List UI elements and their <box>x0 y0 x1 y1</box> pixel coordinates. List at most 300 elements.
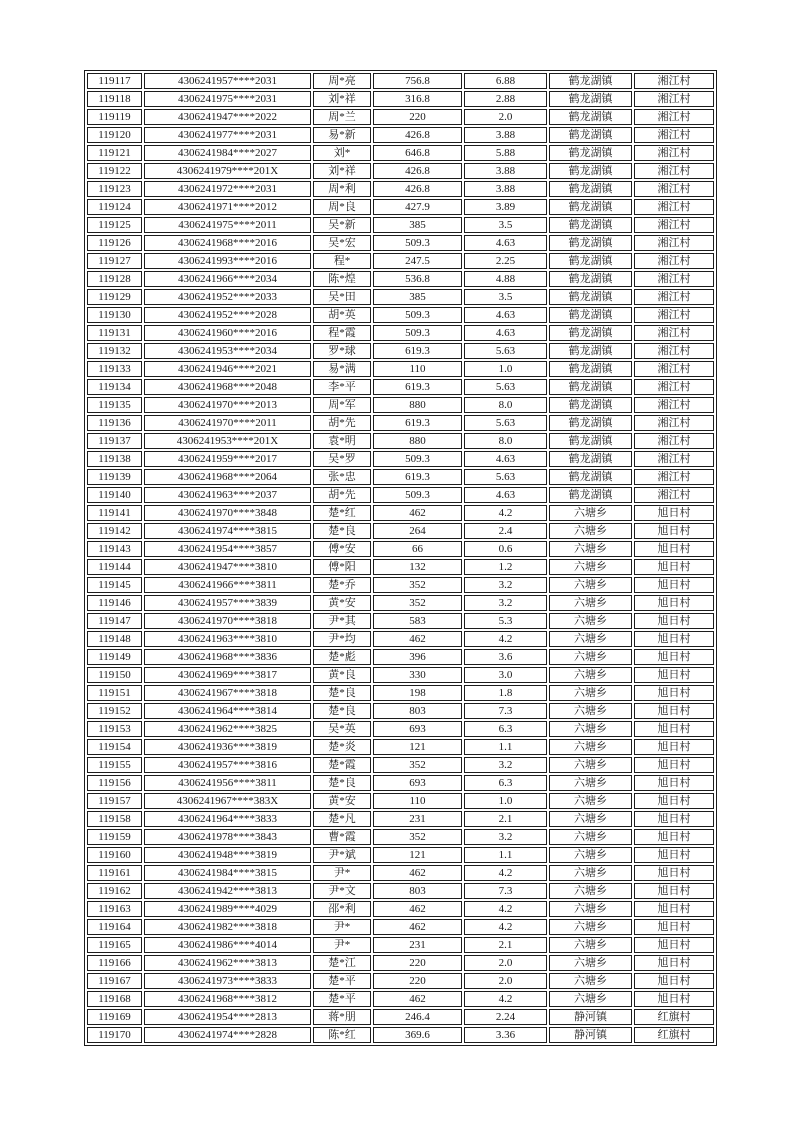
cell-village: 湘江村 <box>634 109 714 125</box>
cell-masked-name: 楚*凡 <box>313 811 371 827</box>
cell-area: 4.2 <box>464 919 547 935</box>
table-row <box>87 523 714 539</box>
cell-masked-name: 尹*斌 <box>313 847 371 863</box>
table-row <box>87 253 714 269</box>
cell-masked-id-number: 4306241963****2037 <box>144 487 311 503</box>
cell-town: 六塘乡 <box>549 703 632 719</box>
cell-masked-id-number: 4306241975****2031 <box>144 91 311 107</box>
cell-area: 3.5 <box>464 217 547 233</box>
cell-village: 湘江村 <box>634 307 714 323</box>
cell-masked-name: 黄*良 <box>313 667 371 683</box>
cell-town: 六塘乡 <box>549 919 632 935</box>
cell-masked-id-number: 4306241954****3857 <box>144 541 311 557</box>
cell-area: 6.3 <box>464 775 547 791</box>
table-row <box>87 325 714 341</box>
table-row <box>87 73 714 89</box>
cell-village: 湘江村 <box>634 217 714 233</box>
cell-sequence-number: 119126 <box>87 235 142 251</box>
cell-subsidy-amount: 803 <box>373 883 462 899</box>
table-row <box>87 721 714 737</box>
cell-masked-id-number: 4306241968****2016 <box>144 235 311 251</box>
cell-sequence-number: 119146 <box>87 595 142 611</box>
cell-town: 六塘乡 <box>549 523 632 539</box>
cell-area: 8.0 <box>464 433 547 449</box>
cell-town: 鹤龙湖镇 <box>549 289 632 305</box>
cell-town: 鹤龙湖镇 <box>549 343 632 359</box>
cell-sequence-number: 119125 <box>87 217 142 233</box>
table-row <box>87 955 714 971</box>
cell-sequence-number: 119127 <box>87 253 142 269</box>
cell-masked-id-number: 4306241964****3814 <box>144 703 311 719</box>
cell-sequence-number: 119135 <box>87 397 142 413</box>
cell-village: 旭日村 <box>634 631 714 647</box>
cell-subsidy-amount: 509.3 <box>373 325 462 341</box>
cell-subsidy-amount: 880 <box>373 397 462 413</box>
cell-sequence-number: 119170 <box>87 1027 142 1043</box>
cell-area: 4.63 <box>464 487 547 503</box>
cell-subsidy-amount: 247.5 <box>373 253 462 269</box>
cell-masked-name: 傅*安 <box>313 541 371 557</box>
cell-masked-id-number: 4306241957****3839 <box>144 595 311 611</box>
cell-masked-id-number: 4306241946****2021 <box>144 361 311 377</box>
cell-subsidy-amount: 121 <box>373 847 462 863</box>
table-row <box>87 541 714 557</box>
cell-area: 1.0 <box>464 361 547 377</box>
cell-masked-name: 胡*先 <box>313 415 371 431</box>
cell-town: 鹤龙湖镇 <box>549 181 632 197</box>
cell-masked-name: 楚*江 <box>313 955 371 971</box>
cell-masked-name: 周*兰 <box>313 109 371 125</box>
cell-town: 六塘乡 <box>549 721 632 737</box>
cell-town: 鹤龙湖镇 <box>549 73 632 89</box>
cell-area: 3.88 <box>464 163 547 179</box>
cell-sequence-number: 119159 <box>87 829 142 845</box>
cell-town: 六塘乡 <box>549 829 632 845</box>
cell-town: 六塘乡 <box>549 991 632 1007</box>
cell-area: 4.2 <box>464 901 547 917</box>
cell-masked-id-number: 4306241966****2034 <box>144 271 311 287</box>
cell-area: 7.3 <box>464 703 547 719</box>
cell-village: 旭日村 <box>634 559 714 575</box>
cell-masked-id-number: 4306241968****3836 <box>144 649 311 665</box>
cell-subsidy-amount: 427.9 <box>373 199 462 215</box>
cell-area: 2.25 <box>464 253 547 269</box>
cell-subsidy-amount: 231 <box>373 937 462 953</box>
cell-masked-id-number: 4306241973****3833 <box>144 973 311 989</box>
cell-subsidy-amount: 369.6 <box>373 1027 462 1043</box>
cell-village: 旭日村 <box>634 541 714 557</box>
cell-subsidy-amount: 220 <box>373 109 462 125</box>
cell-area: 7.3 <box>464 883 547 899</box>
cell-subsidy-amount: 121 <box>373 739 462 755</box>
cell-village: 湘江村 <box>634 451 714 467</box>
cell-town: 六塘乡 <box>549 595 632 611</box>
cell-area: 3.2 <box>464 757 547 773</box>
cell-sequence-number: 119148 <box>87 631 142 647</box>
cell-sequence-number: 119169 <box>87 1009 142 1025</box>
table-row <box>87 361 714 377</box>
table-row <box>87 793 714 809</box>
cell-masked-id-number: 4306241957****3816 <box>144 757 311 773</box>
cell-area: 4.63 <box>464 451 547 467</box>
cell-village: 湘江村 <box>634 469 714 485</box>
cell-town: 六塘乡 <box>549 739 632 755</box>
cell-town: 六塘乡 <box>549 685 632 701</box>
cell-village: 湘江村 <box>634 289 714 305</box>
cell-sequence-number: 119128 <box>87 271 142 287</box>
cell-village: 旭日村 <box>634 613 714 629</box>
cell-masked-id-number: 4306241968****2048 <box>144 379 311 395</box>
cell-sequence-number: 119121 <box>87 145 142 161</box>
cell-village: 旭日村 <box>634 703 714 719</box>
cell-subsidy-amount: 231 <box>373 811 462 827</box>
cell-village: 旭日村 <box>634 667 714 683</box>
cell-town: 六塘乡 <box>549 865 632 881</box>
cell-subsidy-amount: 803 <box>373 703 462 719</box>
cell-town: 静河镇 <box>549 1027 632 1043</box>
cell-masked-id-number: 4306241970****3818 <box>144 613 311 629</box>
table-row <box>87 199 714 215</box>
cell-masked-name: 刘*祥 <box>313 91 371 107</box>
cell-subsidy-amount: 246.4 <box>373 1009 462 1025</box>
cell-masked-id-number: 4306241984****3815 <box>144 865 311 881</box>
cell-masked-id-number: 4306241962****3813 <box>144 955 311 971</box>
cell-masked-id-number: 4306241948****3819 <box>144 847 311 863</box>
cell-masked-name: 尹*均 <box>313 631 371 647</box>
cell-masked-name: 周*良 <box>313 199 371 215</box>
cell-town: 静河镇 <box>549 1009 632 1025</box>
cell-masked-name: 周*军 <box>313 397 371 413</box>
cell-village: 旭日村 <box>634 937 714 953</box>
cell-village: 旭日村 <box>634 973 714 989</box>
cell-village: 湘江村 <box>634 199 714 215</box>
cell-masked-name: 邵*利 <box>313 901 371 917</box>
cell-masked-name: 蒋*朋 <box>313 1009 371 1025</box>
cell-subsidy-amount: 132 <box>373 559 462 575</box>
cell-sequence-number: 119119 <box>87 109 142 125</box>
cell-town: 鹤龙湖镇 <box>549 217 632 233</box>
cell-subsidy-amount: 756.8 <box>373 73 462 89</box>
cell-village: 湘江村 <box>634 91 714 107</box>
cell-masked-id-number: 4306241960****2016 <box>144 325 311 341</box>
cell-town: 鹤龙湖镇 <box>549 361 632 377</box>
table-row <box>87 127 714 143</box>
cell-masked-name: 曹*霞 <box>313 829 371 845</box>
table-row <box>87 505 714 521</box>
subsidy-table <box>84 70 717 1046</box>
cell-masked-name: 胡*先 <box>313 487 371 503</box>
table-row <box>87 1009 714 1025</box>
cell-town: 鹤龙湖镇 <box>549 163 632 179</box>
cell-village: 湘江村 <box>634 361 714 377</box>
cell-town: 六塘乡 <box>549 811 632 827</box>
cell-masked-name: 易*新 <box>313 127 371 143</box>
cell-village: 湘江村 <box>634 181 714 197</box>
cell-area: 4.63 <box>464 235 547 251</box>
cell-sequence-number: 119118 <box>87 91 142 107</box>
cell-village: 湘江村 <box>634 343 714 359</box>
cell-masked-id-number: 4306241957****2031 <box>144 73 311 89</box>
cell-masked-name: 刘* <box>313 145 371 161</box>
cell-masked-name: 吴*英 <box>313 721 371 737</box>
table-row <box>87 775 714 791</box>
cell-subsidy-amount: 693 <box>373 721 462 737</box>
cell-area: 1.1 <box>464 739 547 755</box>
cell-subsidy-amount: 385 <box>373 289 462 305</box>
cell-subsidy-amount: 396 <box>373 649 462 665</box>
cell-masked-name: 吴*宏 <box>313 235 371 251</box>
cell-subsidy-amount: 316.8 <box>373 91 462 107</box>
table-row <box>87 559 714 575</box>
cell-town: 六塘乡 <box>549 505 632 521</box>
cell-masked-id-number: 4306241952****2033 <box>144 289 311 305</box>
cell-subsidy-amount: 509.3 <box>373 307 462 323</box>
cell-subsidy-amount: 646.8 <box>373 145 462 161</box>
cell-area: 1.0 <box>464 793 547 809</box>
cell-village: 旭日村 <box>634 901 714 917</box>
cell-town: 鹤龙湖镇 <box>549 235 632 251</box>
cell-sequence-number: 119140 <box>87 487 142 503</box>
cell-subsidy-amount: 110 <box>373 361 462 377</box>
cell-masked-id-number: 4306241952****2028 <box>144 307 311 323</box>
cell-masked-name: 楚*平 <box>313 973 371 989</box>
cell-town: 六塘乡 <box>549 847 632 863</box>
cell-area: 3.88 <box>464 127 547 143</box>
cell-masked-name: 吴*罗 <box>313 451 371 467</box>
cell-masked-name: 楚*良 <box>313 703 371 719</box>
cell-subsidy-amount: 693 <box>373 775 462 791</box>
cell-sequence-number: 119150 <box>87 667 142 683</box>
table-row <box>87 145 714 161</box>
cell-area: 4.2 <box>464 631 547 647</box>
cell-masked-id-number: 4306241970****2013 <box>144 397 311 413</box>
cell-sequence-number: 119149 <box>87 649 142 665</box>
cell-area: 3.89 <box>464 199 547 215</box>
cell-masked-name: 尹* <box>313 865 371 881</box>
cell-masked-id-number: 4306241967****383X <box>144 793 311 809</box>
cell-subsidy-amount: 462 <box>373 901 462 917</box>
cell-masked-id-number: 4306241947****2022 <box>144 109 311 125</box>
cell-sequence-number: 119134 <box>87 379 142 395</box>
cell-area: 2.1 <box>464 811 547 827</box>
cell-area: 3.2 <box>464 577 547 593</box>
table-row <box>87 235 714 251</box>
cell-subsidy-amount: 619.3 <box>373 469 462 485</box>
cell-village: 旭日村 <box>634 793 714 809</box>
cell-masked-name: 尹* <box>313 919 371 935</box>
cell-masked-id-number: 4306241968****3812 <box>144 991 311 1007</box>
cell-sequence-number: 119162 <box>87 883 142 899</box>
cell-sequence-number: 119153 <box>87 721 142 737</box>
table-row <box>87 991 714 1007</box>
table-row <box>87 487 714 503</box>
cell-area: 2.0 <box>464 109 547 125</box>
cell-area: 5.3 <box>464 613 547 629</box>
cell-sequence-number: 119166 <box>87 955 142 971</box>
cell-masked-name: 楚*乔 <box>313 577 371 593</box>
cell-subsidy-amount: 220 <box>373 973 462 989</box>
cell-sequence-number: 119143 <box>87 541 142 557</box>
cell-sequence-number: 119132 <box>87 343 142 359</box>
table-row <box>87 451 714 467</box>
cell-town: 六塘乡 <box>549 757 632 773</box>
cell-area: 3.2 <box>464 829 547 845</box>
cell-masked-name: 楚*彪 <box>313 649 371 665</box>
cell-town: 鹤龙湖镇 <box>549 415 632 431</box>
table-row <box>87 433 714 449</box>
cell-area: 3.0 <box>464 667 547 683</box>
cell-masked-name: 楚*霞 <box>313 757 371 773</box>
cell-sequence-number: 119147 <box>87 613 142 629</box>
cell-village: 旭日村 <box>634 991 714 1007</box>
cell-masked-name: 陈*红 <box>313 1027 371 1043</box>
cell-area: 2.4 <box>464 523 547 539</box>
cell-village: 旭日村 <box>634 685 714 701</box>
cell-subsidy-amount: 462 <box>373 505 462 521</box>
cell-masked-id-number: 4306241954****2813 <box>144 1009 311 1025</box>
cell-masked-name: 胡*英 <box>313 307 371 323</box>
table-row <box>87 919 714 935</box>
cell-village: 湘江村 <box>634 127 714 143</box>
cell-subsidy-amount: 330 <box>373 667 462 683</box>
table-row <box>87 613 714 629</box>
cell-masked-id-number: 4306241970****2011 <box>144 415 311 431</box>
cell-sequence-number: 119157 <box>87 793 142 809</box>
cell-village: 旭日村 <box>634 775 714 791</box>
table-row <box>87 217 714 233</box>
cell-town: 六塘乡 <box>549 955 632 971</box>
cell-masked-id-number: 4306241964****3833 <box>144 811 311 827</box>
cell-masked-id-number: 4306241967****3818 <box>144 685 311 701</box>
cell-masked-id-number: 4306241979****201X <box>144 163 311 179</box>
cell-area: 4.2 <box>464 505 547 521</box>
cell-area: 0.6 <box>464 541 547 557</box>
cell-masked-name: 楚*平 <box>313 991 371 1007</box>
cell-town: 六塘乡 <box>549 973 632 989</box>
cell-area: 3.6 <box>464 649 547 665</box>
cell-village: 旭日村 <box>634 847 714 863</box>
cell-subsidy-amount: 462 <box>373 631 462 647</box>
cell-town: 六塘乡 <box>549 775 632 791</box>
cell-sequence-number: 119145 <box>87 577 142 593</box>
cell-masked-name: 黄*安 <box>313 793 371 809</box>
cell-sequence-number: 119167 <box>87 973 142 989</box>
cell-village: 湘江村 <box>634 433 714 449</box>
cell-village: 旭日村 <box>634 829 714 845</box>
cell-town: 六塘乡 <box>549 577 632 593</box>
cell-masked-name: 程*霞 <box>313 325 371 341</box>
table-row <box>87 379 714 395</box>
cell-masked-id-number: 4306241975****2011 <box>144 217 311 233</box>
cell-area: 5.63 <box>464 415 547 431</box>
cell-masked-id-number: 4306241959****2017 <box>144 451 311 467</box>
cell-town: 六塘乡 <box>549 541 632 557</box>
cell-town: 六塘乡 <box>549 793 632 809</box>
cell-sequence-number: 119156 <box>87 775 142 791</box>
cell-area: 1.2 <box>464 559 547 575</box>
table-row <box>87 109 714 125</box>
cell-masked-id-number: 4306241993****2016 <box>144 253 311 269</box>
cell-area: 4.2 <box>464 865 547 881</box>
cell-sequence-number: 119117 <box>87 73 142 89</box>
cell-area: 2.0 <box>464 955 547 971</box>
cell-subsidy-amount: 509.3 <box>373 451 462 467</box>
cell-area: 2.1 <box>464 937 547 953</box>
cell-village: 湘江村 <box>634 271 714 287</box>
cell-masked-name: 易*满 <box>313 361 371 377</box>
cell-masked-id-number: 4306241971****2012 <box>144 199 311 215</box>
cell-village: 旭日村 <box>634 595 714 611</box>
table-row <box>87 631 714 647</box>
cell-town: 鹤龙湖镇 <box>549 325 632 341</box>
cell-village: 湘江村 <box>634 163 714 179</box>
cell-town: 六塘乡 <box>549 559 632 575</box>
cell-masked-id-number: 4306241977****2031 <box>144 127 311 143</box>
cell-village: 旭日村 <box>634 649 714 665</box>
cell-sequence-number: 119168 <box>87 991 142 1007</box>
cell-town: 六塘乡 <box>549 613 632 629</box>
table-row <box>87 1027 714 1043</box>
table-row <box>87 289 714 305</box>
table-row <box>87 937 714 953</box>
cell-sequence-number: 119131 <box>87 325 142 341</box>
table-row <box>87 163 714 179</box>
cell-subsidy-amount: 509.3 <box>373 487 462 503</box>
cell-area: 4.63 <box>464 307 547 323</box>
cell-masked-name: 袁*明 <box>313 433 371 449</box>
cell-masked-name: 尹* <box>313 937 371 953</box>
cell-sequence-number: 119155 <box>87 757 142 773</box>
cell-sequence-number: 119130 <box>87 307 142 323</box>
cell-town: 鹤龙湖镇 <box>549 253 632 269</box>
cell-sequence-number: 119158 <box>87 811 142 827</box>
cell-subsidy-amount: 352 <box>373 577 462 593</box>
cell-area: 4.63 <box>464 325 547 341</box>
cell-sequence-number: 119136 <box>87 415 142 431</box>
cell-area: 3.2 <box>464 595 547 611</box>
cell-sequence-number: 119133 <box>87 361 142 377</box>
cell-area: 1.1 <box>464 847 547 863</box>
table-row <box>87 829 714 845</box>
cell-area: 6.3 <box>464 721 547 737</box>
cell-masked-name: 周*亮 <box>313 73 371 89</box>
table-row <box>87 865 714 881</box>
cell-masked-name: 刘*祥 <box>313 163 371 179</box>
table-row <box>87 307 714 323</box>
table-row <box>87 181 714 197</box>
cell-sequence-number: 119154 <box>87 739 142 755</box>
cell-masked-name: 周*利 <box>313 181 371 197</box>
cell-subsidy-amount: 352 <box>373 757 462 773</box>
cell-village: 旭日村 <box>634 577 714 593</box>
cell-village: 旭日村 <box>634 883 714 899</box>
cell-area: 3.88 <box>464 181 547 197</box>
cell-area: 2.24 <box>464 1009 547 1025</box>
cell-subsidy-amount: 583 <box>373 613 462 629</box>
table-row <box>87 973 714 989</box>
cell-masked-id-number: 4306241962****3825 <box>144 721 311 737</box>
cell-village: 旭日村 <box>634 955 714 971</box>
cell-sequence-number: 119122 <box>87 163 142 179</box>
cell-sequence-number: 119165 <box>87 937 142 953</box>
cell-masked-id-number: 4306241968****2064 <box>144 469 311 485</box>
cell-town: 鹤龙湖镇 <box>549 379 632 395</box>
cell-area: 6.88 <box>464 73 547 89</box>
cell-area: 5.88 <box>464 145 547 161</box>
cell-masked-id-number: 4306241978****3843 <box>144 829 311 845</box>
cell-village: 旭日村 <box>634 739 714 755</box>
table-row <box>87 703 714 719</box>
